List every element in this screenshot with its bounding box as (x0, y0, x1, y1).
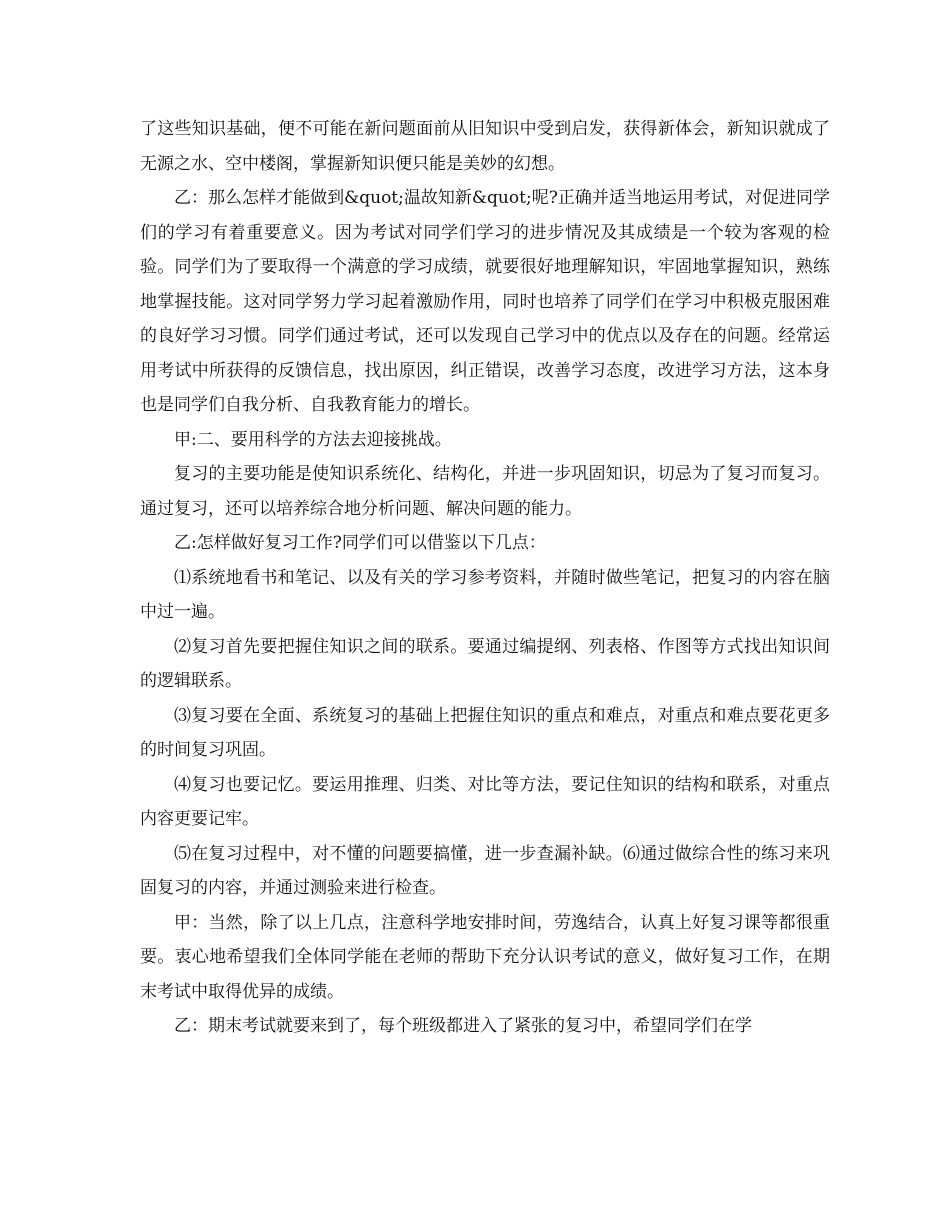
paragraph-review-question: 乙:怎样做好复习工作?同学们可以借鉴以下几点： (174, 533, 546, 553)
paragraph-closing-wish: 甲：当然，除了以上几点，注意科学地安排时间，劳逸结合，认真上好复习课等都很重要。衷心地希望我们全体同学能在老师的帮助下充分认识考试的意义，做好复习工作，在期末考试中取得优异的成绩。 (140, 912, 830, 1002)
paragraph-section-two-heading: 甲:二、要用科学的方法去迎接挑战。 (174, 429, 452, 450)
list-item-3: ⑶复习要在全面、系统复习的基础上把握住知识的重点和难点，对重点和难点要花更多的时间复习巩固。 (140, 705, 830, 760)
list-item-5-6: ⑸在复习过程中，对不懂的问题要搞懂，进一步查漏补缺。⑹通过做综合性的练习来巩固复习的内容，并通过测验来进行检查。 (140, 843, 830, 898)
list-item-2: ⑵复习首先要把握住知识之间的联系。要通过编提纲、列表格、作图等方式找出知识间的逻辑联系。 (140, 636, 830, 691)
paragraph-exam-meaning: 乙：那么怎样才能做到&quot;温故知新&quot;呢?正确并适当地运用考试，对促进同学们的学习有着重要意义。因为考试对同学们学习的进步情况及其成绩是一个较为客观的检验。同学们为了要取得一个满意的学习成绩，就要很好地理解知识，牢固地掌握知识，熟练地掌握技能。这对同学努力学习起着激励作用，同时也培养了同学们在学习中积极克服困难的良好学习习惯。同学们通过考试，还可以发现自己学习中的优点以及存在的问题。经常运用考试中所获得的反馈信息，找出原因，纠正错误，改善学习态度，改进学习方法，这本身也是同学们自我分析、自我教育能力的增长。 (140, 188, 830, 415)
paragraph-continuation: 了这些知识基础，便不可能在新问题面前从旧知识中受到启发，获得新体会，新知识就成了无源之水、空中楼阁，掌握新知识便只能是美妙的幻想。 (140, 119, 830, 174)
document-body (140, 112, 830, 1044)
paragraph-final-exam: 乙：期末考试就要来到了，每个班级都进入了紧张的复习中，希望同学们在学 (174, 1016, 752, 1036)
paragraph-review-function: 复习的主要功能是使知识系统化、结构化，并进一步巩固知识，切忌为了复习而复习。通过复习，还可以培养综合地分析问题、解决问题的能力。 (140, 464, 830, 519)
list-item-1: ⑴系统地看书和笔记、以及有关的学习参考资料，并随时做些笔记，把复习的内容在脑中过一遍。 (140, 567, 830, 622)
list-item-4: ⑷复习也要记忆。要运用推理、归类、对比等方法，要记住知识的结构和联系，对重点内容更要记牢。 (140, 774, 830, 829)
